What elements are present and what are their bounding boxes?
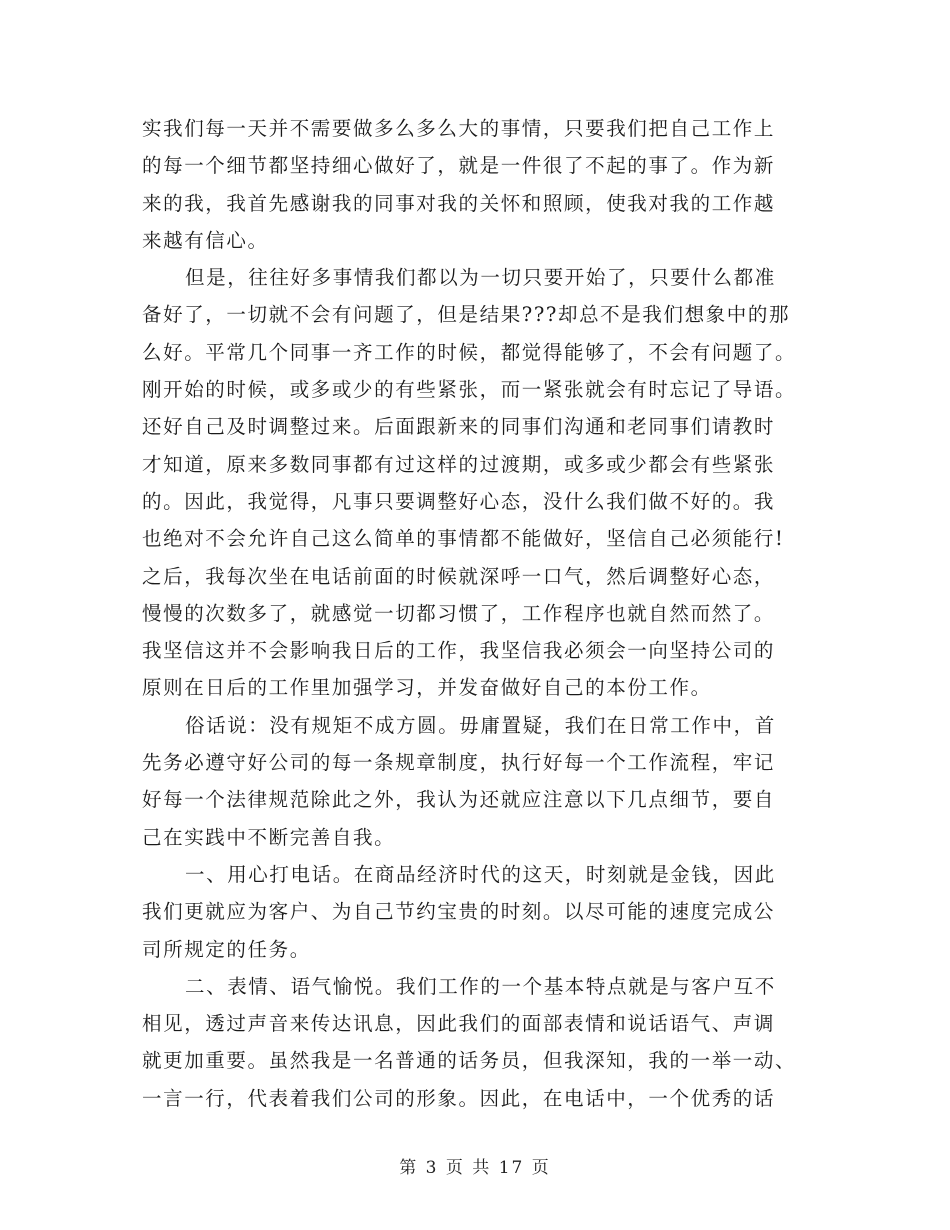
text-line: 之后，我每次坐在电话前面的时候就深呼一口气，然后调整好心态， — [142, 564, 776, 588]
text-line: 慢慢的次数多了，就感觉一切都习惯了，工作程序也就自然而然了。 — [142, 601, 776, 625]
text-line: 司所规定的任务。 — [142, 937, 311, 961]
text-line: 备好了，一切就不会有问题了，但是结果???却总不是我们想象中的那 — [142, 303, 791, 327]
text-line: 才知道，原来多数同事都有过这样的过渡期，或多或少都会有些紧张 — [142, 452, 776, 476]
document-body — [142, 110, 810, 1117]
text-line: 二、表情、语气愉悦。我们工作的一个基本特点就是与客户互不 — [185, 974, 776, 998]
text-line: 的。因此，我觉得，凡事只要调整好心态，没什么我们做不好的。我 — [142, 489, 776, 513]
text-line: 一、用心打电话。在商品经济时代的这天，时刻就是金钱，因此 — [185, 862, 776, 886]
text-line: 我坚信这并不会影响我日后的工作，我坚信我必须会一向坚持公司的 — [142, 639, 776, 663]
text-line: 我们更就应为客户、为自己节约宝贵的时刻。以尽可能的速度完成公 — [142, 900, 776, 924]
text-line: 好每一个法律规范除此之外，我认为还就应注意以下几点细节，要自 — [142, 788, 776, 812]
text-line: 也绝对不会允许自己这么简单的事情都不能做好，坚信自己必须能行! — [142, 527, 785, 551]
text-line: 一言一行，代表着我们公司的形象。因此，在电话中，一个优秀的话 — [142, 1086, 776, 1110]
text-line: 么好。平常几个同事一齐工作的时候，都觉得能够了，不会有问题了。 — [142, 340, 797, 364]
text-line: 先务必遵守好公司的每一条规章制度，执行好每一个工作流程，牢记 — [142, 751, 776, 775]
text-line: 俗话说：没有规矩不成方圆。毋庸置疑，我们在日常工作中，首 — [185, 713, 776, 737]
text-line: 原则在日后的工作里加强学习，并发奋做好自己的本份工作。 — [142, 676, 712, 700]
text-line: 相见，透过声音来传达讯息，因此我们的面部表情和说话语气、声调 — [142, 1012, 776, 1036]
text-line: 还好自己及时调整过来。后面跟新来的同事们沟通和老同事们请教时 — [142, 415, 776, 439]
text-line: 己在实践中不断完善自我。 — [142, 825, 396, 849]
text-line: 实我们每一天并不需要做多么多么大的事情，只要我们把自己工作上 — [142, 117, 776, 140]
text-line: 但是，往往好多事情我们都以为一切只要开始了，只要什么都准 — [185, 266, 776, 290]
text-line: 来越有信心。 — [142, 228, 269, 252]
text-line: 刚开始的时候，或多或少的有些紧张，而一紧张就会有时忘记了导语。 — [142, 378, 797, 402]
text-line: 来的我，我首先感谢我的同事对我的关怀和照顾，使我对我的工作越 — [142, 191, 776, 215]
page-number-footer: 第 3 页 共 17 页 — [399, 1158, 551, 1178]
text-line: 就更加重要。虽然我是一名普通的话务员，但我深知，我的一举一动、 — [142, 1049, 797, 1073]
text-line: 的每一个细节都坚持细心做好了，就是一件很了不起的事了。作为新 — [142, 154, 776, 178]
